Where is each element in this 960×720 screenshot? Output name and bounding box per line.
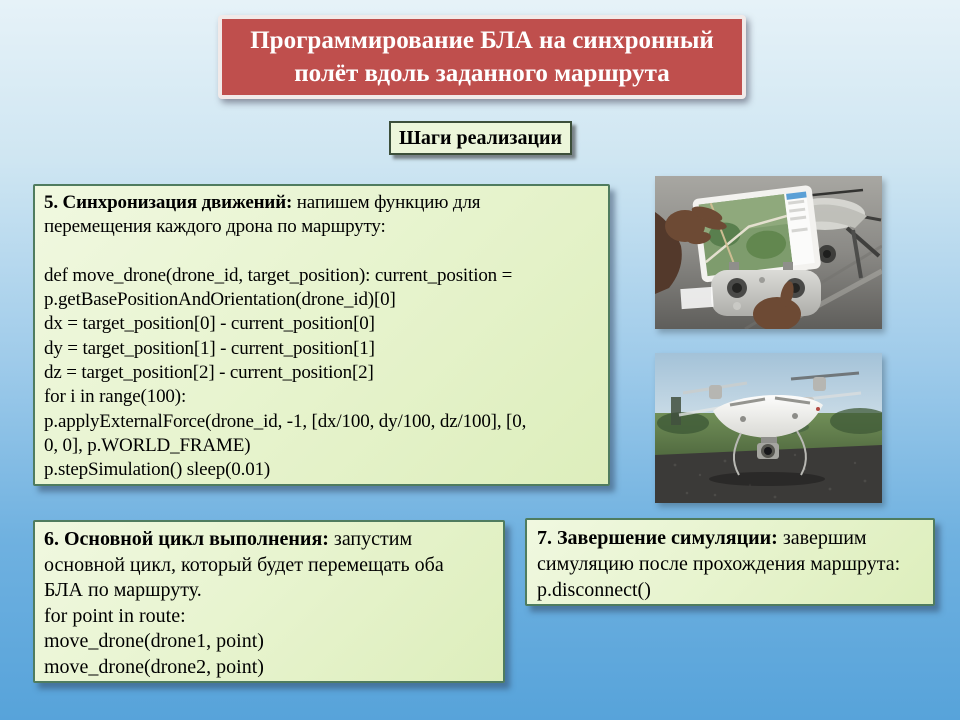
remote-controller-photo-illustration (655, 176, 882, 329)
text-line: dx = target_position[0] - current_position[0] (44, 313, 375, 335)
title-line: полёт вдоль заданного маршрута (294, 60, 670, 87)
watermark (680, 287, 713, 309)
title-line: Программирование БЛА на синхронный (250, 27, 714, 54)
tablet (692, 185, 821, 283)
step7-text-box (525, 518, 935, 606)
text-line: p.applyExternalForce(drone_id, -1, [dx/100, dy/100, dz/100], [0, (44, 410, 527, 432)
text-line: move_drone(drone2, point) (44, 655, 264, 678)
text-line: 6. Основной цикл выполнения: запустим (44, 528, 413, 550)
text-line: p.stepSimulation() sleep(0.01) (44, 459, 271, 481)
quadcopter-photo-illustration (655, 353, 882, 503)
text-line: def move_drone(drone_id, target_position): current_position = (44, 264, 513, 286)
text-line: основной цикл, который будет перемещать оба (44, 553, 444, 576)
step5-text-box (33, 184, 610, 486)
title-box (218, 15, 746, 99)
step6-text-box (33, 520, 505, 683)
drone-photo (655, 353, 882, 503)
text-line: 5. Синхронизация движений: напишем функцию для (44, 192, 481, 213)
text-line: move_drone(drone1, point) (44, 630, 264, 652)
text-line: dz = target_position[2] - current_position[2] (44, 362, 374, 384)
subtitle-label: Шаги реализации (398, 126, 563, 149)
text-line: for point in route: (44, 604, 186, 627)
text-line: 0, 0], p.WORLD_FRAME) (44, 434, 251, 456)
text-line: 7. Завершение симуляции: завершим (537, 527, 867, 549)
controller-photo (655, 176, 882, 329)
text-line: for i in range(100): (44, 386, 187, 408)
text-line: dy = target_position[1] - current_position[1] (44, 337, 375, 359)
text-line: p.getBasePositionAndOrientation(drone_id)[0] (44, 289, 396, 311)
text-line: симуляцию после прохождения маршрута: (537, 553, 901, 575)
subtitle-box (389, 121, 572, 155)
text-line: перемещения каждого дрона по маршруту: (44, 216, 386, 238)
text-line: p.disconnect() (537, 579, 651, 601)
text-line (44, 240, 605, 264)
text-line: БЛА по маршруту. (44, 579, 202, 601)
